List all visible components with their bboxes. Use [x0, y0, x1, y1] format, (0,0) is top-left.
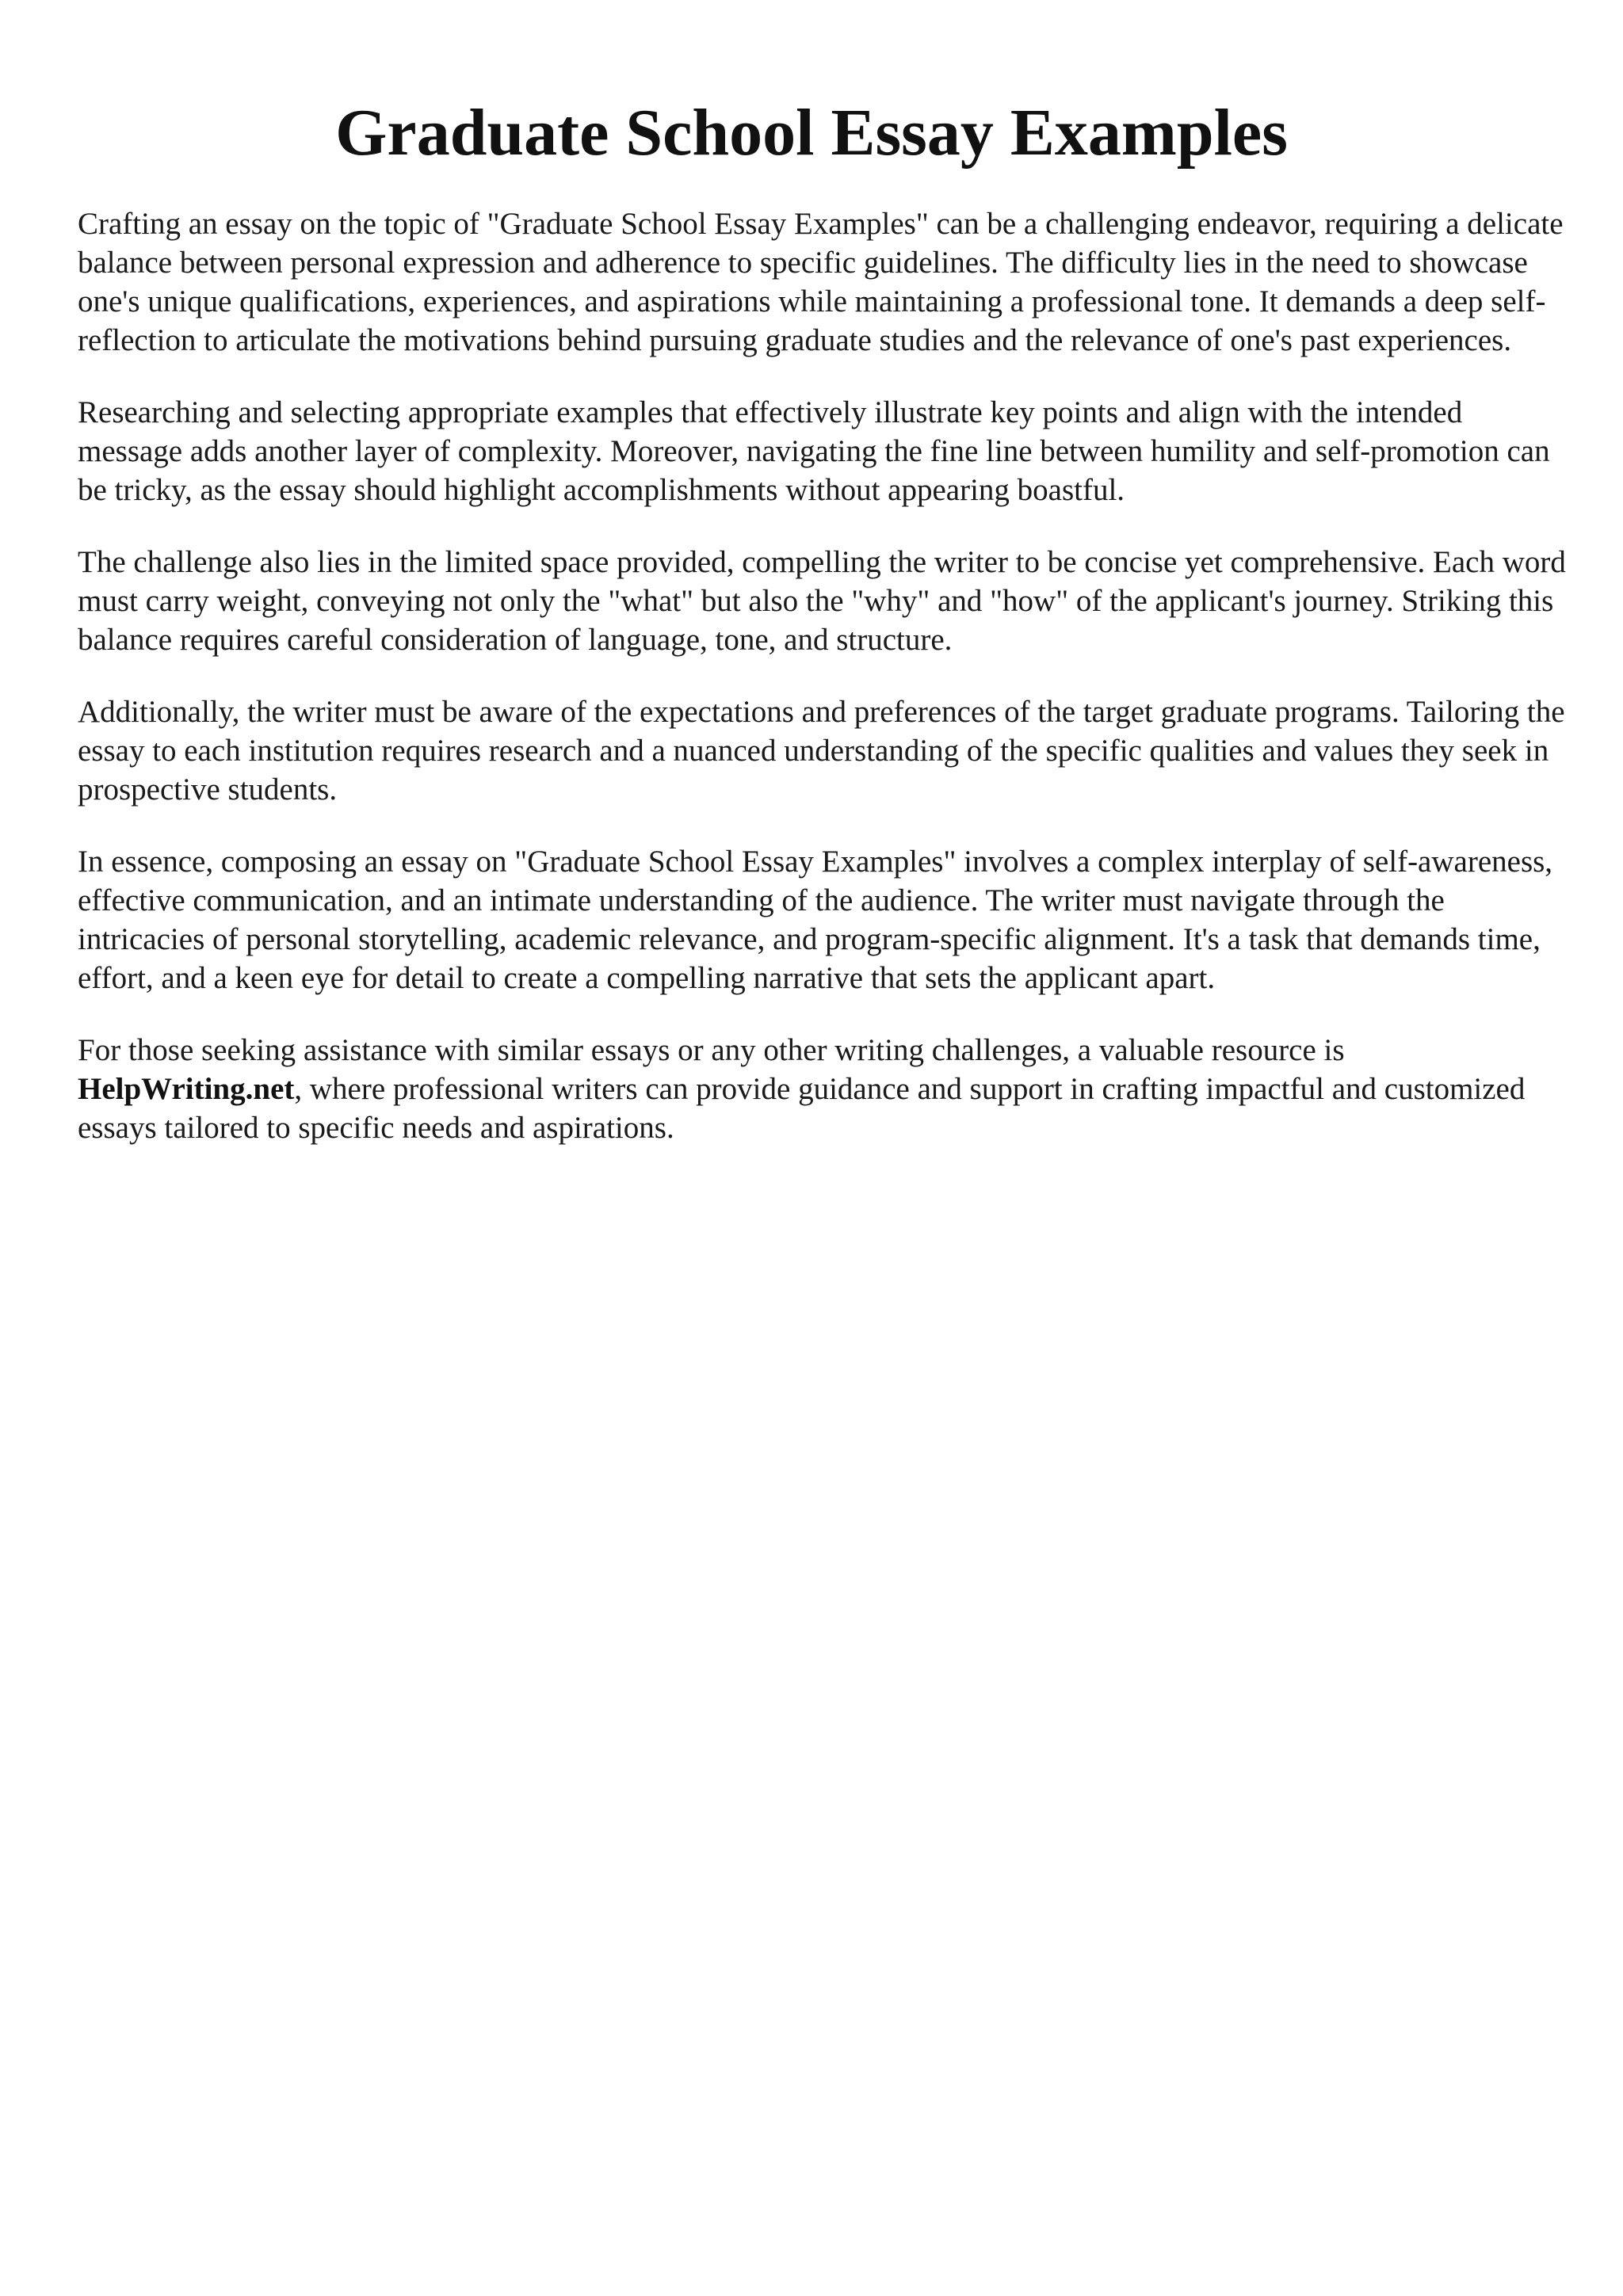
brand-name: HelpWriting.net [78, 1072, 295, 1106]
paragraph-examples: Researching and selecting appropriate examples that effectively illustrate key points and align with the intended message adds another layer of complexity. Moreover, navigating the fine line between humility and self-promotion can be tricky, as the essay should highlight accomplishments without appearing boastful. [78, 395, 1550, 507]
page-title: Graduate School Essay Examples [335, 96, 1288, 170]
paragraph-closing [78, 1031, 1568, 1147]
paragraph-essence: In essence, composing an essay on "Graduate School Essay Examples" involves a complex interplay of self-awareness, effective communication, and an intimate understanding of the audience. The writer must navigate through the intricacies of personal storytelling, academic relevance, and program-specific alignment. It's a task that demands time, effort, and a keen eye for detail to create a compelling narrative that sets the applicant apart. [78, 845, 1553, 995]
closing-text-after: , where professional writers can provide guidance and support in crafting impactful and customized essays tailored to specific needs and aspirations. [78, 1072, 1526, 1145]
paragraph-space: The challenge also lies in the limited space provided, compelling the writer to be concise yet comprehensive. Each word must carry weight, conveying not only the "what" but also the "why" and "how" of the applicant's journey. Striking this balance requires careful consideration of language, tone, and structure. [78, 545, 1566, 657]
essay-body [78, 204, 1568, 1180]
closing-text-before: For those seeking assistance with similar essays or any other writing challenges, a valuable resource is [78, 1033, 1345, 1067]
paragraph-intro: Crafting an essay on the topic of "Graduate School Essay Examples" can be a challenging endeavor, requiring a delicate balance between personal expression and adherence to specific guidelines. The difficulty lies in the need to showcase one's unique qualifications, experiences, and aspirations while maintaining a professional tone. It demands a deep self-reflection to articulate the motivations behind pursuing graduate studies and the relevance of one's past experiences. [78, 207, 1564, 357]
paragraph-programs: Additionally, the writer must be aware of the expectations and preferences of the target graduate programs. Tailoring the essay to each institution requires research and a nuanced understanding of the specific qualities and values they seek in prospective students. [78, 695, 1565, 807]
